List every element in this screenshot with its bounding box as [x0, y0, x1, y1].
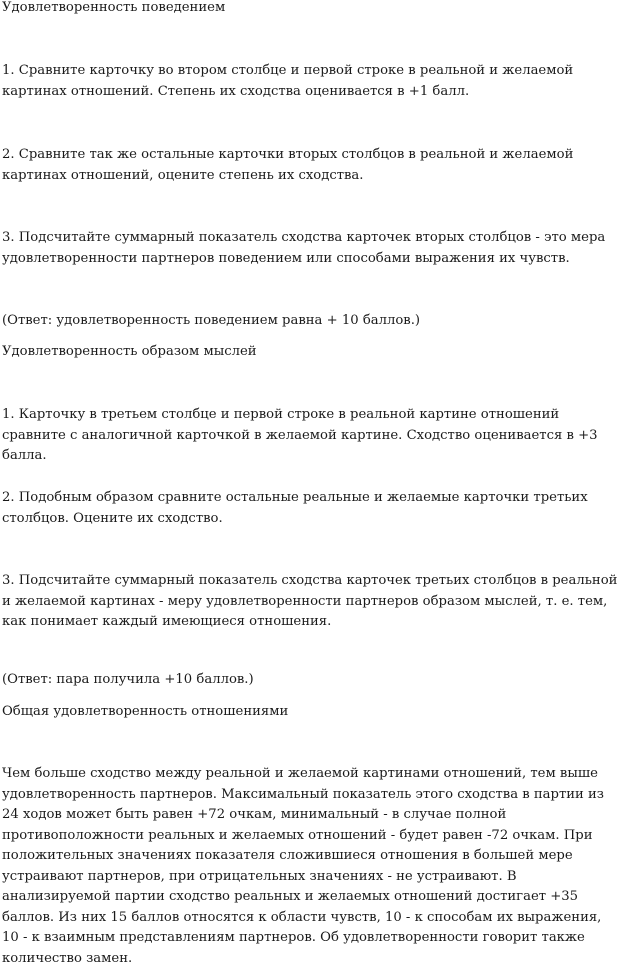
- paragraph: Чем больше сходство между реальной и желаемой картинами отношений, тем выше удовлетворенность партнеров. Максимальный показатель этого сходства в партии из 24 ходов может быть равен +72 очкам, минимальный - в случае полной противоположности реальных и желаемых отношений - будет равен -72 очкам. При положительных значениях показателя сложившиеся отношения в большей мере устраивают партнеров, при отрицательных значениях - не устраивают. В анализируемой партии сходство реальных и желаемых отношений достигает +35 баллов. Из них 15 баллов относятся к области чувств, 10 - к способам их выражения, 10 - к взаимным представлениям партнеров. Об удовлетворенности говорит также количество замен.: [2, 766, 605, 966]
- answer-note: (Ответ: пара получила +10 баллов.): [2, 672, 254, 687]
- section-heading-thinking: Удовлетворенность образом мыслей: [2, 344, 257, 359]
- list-item: 3. Подсчитайте суммарный показатель сходства карточек третьих столбцов в реальной и желаемой картинах - меру удовлетворенности партнеров образом мыслей, т. е. тем, как понимает каждый имеющиеся отношения.: [2, 573, 618, 629]
- list-item: 1. Сравните карточку во втором столбце и первой строке в реальной и желаемой картинах отношений. Степень их сходства оценивается в +1 балл.: [2, 63, 574, 99]
- list-item: 2. Подобным образом сравните остальные реальные и желаемые карточки третьих столбцов. Оцените их сходство.: [2, 490, 588, 526]
- section-heading-behavior: Удовлетворенность поведением: [2, 0, 226, 15]
- list-item: 1. Карточку в третьем столбце и первой строке в реальной картине отношений сравните с аналогичной карточкой в желаемой картине. Сходство оценивается в +3 балла.: [2, 407, 598, 463]
- section-heading-overall: Общая удовлетворенность отношениями: [2, 704, 289, 719]
- answer-note: (Ответ: удовлетворенность поведением равна + 10 баллов.): [2, 313, 421, 328]
- list-item: 3. Подсчитайте суммарный показатель сходства карточек вторых столбцов - это мера удовлетворенности партнеров поведением или способами выражения их чувств.: [2, 230, 606, 266]
- list-item: 2. Сравните так же остальные карточки вторых столбцов в реальной и желаемой картинах отношений, оцените степень их сходства.: [2, 147, 574, 183]
